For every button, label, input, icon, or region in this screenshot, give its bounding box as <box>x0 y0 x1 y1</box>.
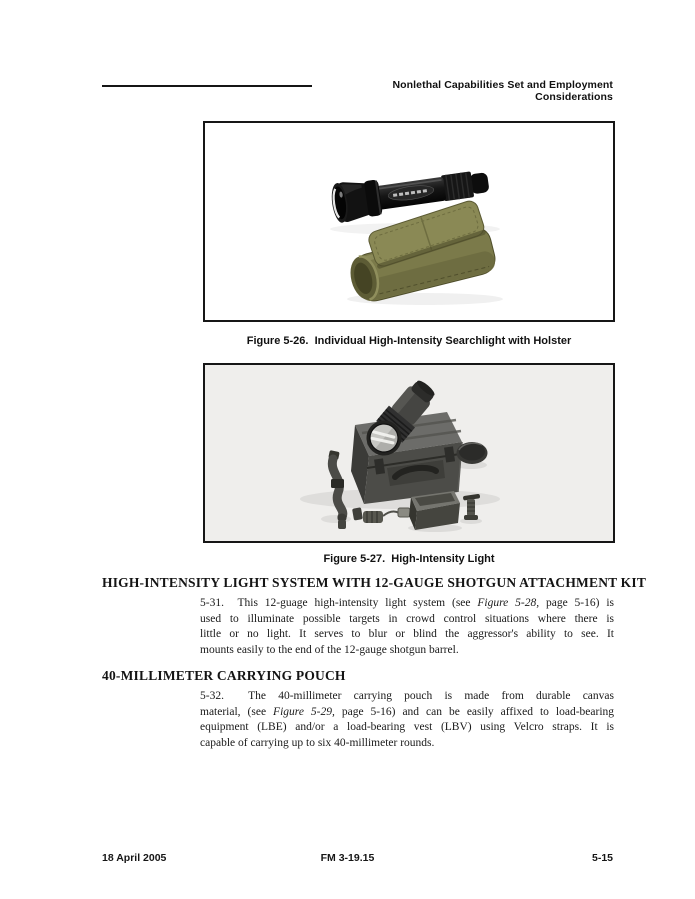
section-heading-light-system: HIGH-INTENSITY LIGHT SYSTEM WITH 12-GAUGE SHOTGUN ATTACHMENT KIT <box>102 575 647 590</box>
running-header: Nonlethal Capabilities Set and Employment Considerations <box>392 79 613 103</box>
paragraph-5-31: 5-31. This 12-guage high-intensity light system (see Figure 5-28, page 5-16) is used to illuminate possible targets in crowd control situations where there is little or no light. It serves to blur or blind the aggressor's ability to see. It mounts easily to the end of the 12-gauge shotgun barrel. <box>200 597 614 656</box>
lens-cap-icon <box>457 442 488 464</box>
searchlight-with-holster-photo <box>205 123 613 320</box>
footer-date: 18 April 2005 <box>102 852 167 864</box>
figure-5-27-image <box>203 363 615 543</box>
paragraph-5-32: 5-32. The 40-millimeter carrying pouch is made from durable canvas material, (see Figure 5-29, page 5-16) and can be easily affixed to load-bearing equipment (LBE) and/or a load-bearing vest (LBV) using Velcro straps. It is capable of carrying up to six 40-millimeter rounds. <box>200 690 615 749</box>
section-heading-carrying-pouch: 40-MILLIMETER CARRYING POUCH <box>102 668 346 683</box>
figure-5-27-caption: Figure 5-27. High-Intensity Light <box>323 553 495 565</box>
high-intensity-light-kit-photo <box>205 365 613 541</box>
footer-page-number: 5-15 <box>591 852 613 864</box>
header-rule <box>102 85 312 87</box>
figure-5-26-caption: Figure 5-26. Individual High-Intensity Searchlight with Holster <box>246 335 572 347</box>
figure-5-26-image <box>203 121 615 322</box>
footer-doc-number: FM 3-19.15 <box>320 852 375 864</box>
